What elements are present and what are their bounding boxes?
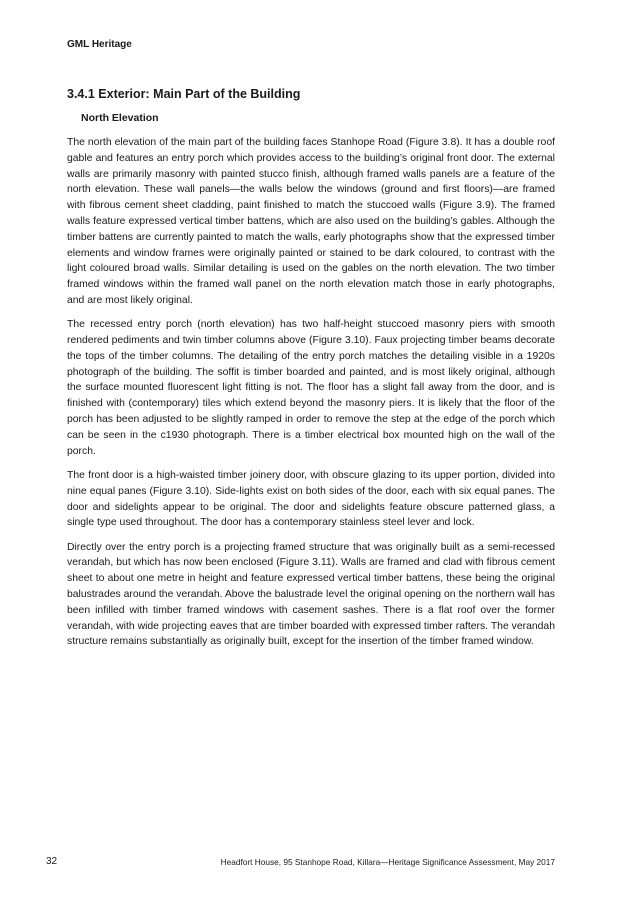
page-number: 32 — [46, 856, 58, 867]
paragraph: The north elevation of the main part of the building faces Stanhope Road (Figure 3.8). It has a double roof gable and features an entry porch which provides access to the building’s original front door. The external walls are primarily masonry with painted stucco finish, although framed walls panels are a feature of the north elevation. These wall panels—the walls below the windows (ground and first floors)—are framed with fibrous cement sheet cladding, paint finished to match the stuccoed walls (Figure 3.9). The framed walls feature expressed vertical timber battens, which are also used on the building’s gables. Although the timber battens are currently painted to match the walls, early photographs show that the expressed timber elements and window frames were originally painted or stained to be dark coloured, to contrast with the light coloured broad walls. Similar detailing is used on the gables on the north elevation. The two timber framed windows within the framed wall panel on the north elevation match those in early photographs, and are most likely original. — [67, 137, 555, 306]
organization-header: GML Heritage — [67, 39, 132, 50]
paragraph: The recessed entry porch (north elevation) has two half-height stuccoed masonry piers with smooth rendered pediments and twin timber columns above (Figure 3.10). Faux projecting timber beams decorate the tops of the timber columns. The detailing of the entry porch matches the detailing visible in a 1920s photograph of the building. The soffit is timber boarded and painted, and is most likely original, although the surface mounted fluorescent light fitting is not. The floor has a slight fall away from the door, and is finished with (contemporary) tiles which extend beyond the masonry piers. It is likely that the floor of the porch has been adjusted to be slightly ramped in order to remove the step at the edge of the porch which can be seen in the c1930 photograph. There is a timber electrical box mounted high on the wall of the porch. — [67, 319, 555, 457]
body-text — [67, 135, 555, 659]
paragraph: Directly over the entry porch is a projecting framed structure that was originally built as a semi-recessed verandah, but which has now been enclosed (Figure 3.11). Walls are framed and clad with fibrous cement sheet to about one metre in height and feature expressed vertical timber battens, these being the original balustrades around the verandah. Above the balustrade level the original opening on the northern wall has been infilled with timber framed windows with casement sashes. There is a flat roof over the former verandah, with wide projecting eaves that are timber boarded with expressed timber rafters. The verandah structure remains substantially as originally built, except for the insertion of the timber framed window. — [67, 541, 555, 648]
section-subheading: North Elevation — [81, 112, 159, 124]
section-heading: 3.4.1 Exterior: Main Part of the Building — [67, 87, 301, 101]
paragraph: The front door is a high-waisted timber joinery door, with obscure glazing to its upper portion, divided into nine equal panes (Figure 3.10). Side-lights exist on both sides of the door, each with six equal panes. The door and sidelights appear to be original. The door and sidelights feature obscure patterned glass, a single type used throughout. The door has a contemporary stainless steel lever and lock. — [67, 469, 555, 529]
footer-document-title: Headfort House, 95 Stanhope Road, Killara—Heritage Significance Assessment, May 2017 — [220, 857, 555, 867]
